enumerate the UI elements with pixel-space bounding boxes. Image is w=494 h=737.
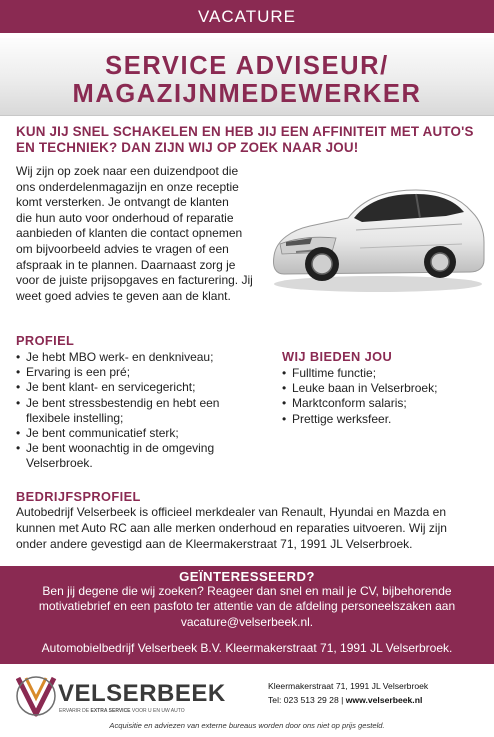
vacature-banner: VACATURE — [0, 0, 494, 33]
separator: | — [341, 695, 344, 705]
bieden-list — [282, 366, 482, 427]
logo-tagline-strong: EXTRA SERVICE — [90, 708, 131, 714]
contact-box — [0, 566, 494, 664]
list-item: • Je bent communicatief sterk; — [16, 426, 271, 441]
list-item: • Fulltime functie; — [282, 366, 482, 381]
bieden-heading: WIJ BIEDEN JOU — [282, 349, 393, 364]
intro-line: voor de juiste prijsopgaves en facturering. Jij — [16, 273, 253, 288]
list-item: • Je bent klant- en servicegericht; — [16, 380, 271, 395]
intro-line: Wij zijn op zoek naar een duizendpoot die — [16, 164, 239, 178]
intro-line: komt versterken. Je ontvangt de klanten — [16, 195, 229, 210]
profiel-list — [16, 350, 271, 472]
logo-tagline-pre: ERVARIR DE — [59, 708, 91, 714]
tel-number[interactable]: 023 513 29 28 — [283, 695, 339, 705]
list-item: • Je bent stressbestendig en hebt een flexibele instelling; — [16, 396, 236, 426]
contact-address: Automobielbedrijf Velserbeek B.V. Kleermakerstraat 71, 1991 JL Velserbroek. — [41, 641, 453, 655]
intro-line: om bijvoorbeeld advies te vragen of een — [16, 241, 229, 256]
contact-line: Ben jij degene die wij zoeken? Reageer dan snel en mail je CV, bijbehorende — [42, 584, 452, 598]
intro-line: aanbieden of klanten die contact opnemen — [16, 226, 243, 241]
intro-line: ons onderdelenmagazijn en onze receptie — [16, 179, 239, 194]
bedrijf-line: kunnen met Auto RC aan alle merken onderhoud en reparaties uitvoeren. Wij zijn — [16, 520, 447, 535]
logo-name: VELSERBEEK — [58, 680, 226, 707]
tel-label: Tel: — [268, 695, 282, 705]
contact-text — [0, 584, 494, 630]
list-item: • Ervaring is een pré; — [16, 365, 271, 380]
intro-line: die hun auto voor onderhoud of reparatie — [16, 210, 234, 225]
list-item: • Leuke baan in Velserbroek; — [282, 381, 482, 396]
job-title-line-2: MAGAZIJNMEDEWERKER — [72, 80, 422, 108]
intro-line: afspraak in te plannen. Daarnaast zorg je — [16, 257, 236, 272]
job-title — [0, 52, 494, 108]
footer-contact-line — [268, 693, 428, 707]
list-item: • Je hebt MBO werk- en denkniveau; — [16, 350, 271, 365]
list-item: • Prettige werksfeer. — [282, 412, 482, 427]
job-title-line-1: SERVICE ADVISEUR/ — [105, 52, 389, 80]
list-item: • Je bent woonachtig in de omgeving Velserbroek. — [16, 441, 231, 471]
bedrijfsprofiel-heading: BEDRIJFSPROFIEL — [16, 489, 141, 504]
bedrijf-line: Autobedrijf Velserbeek is officieel merkdealer van Renault, Hyundai en Mazda en — [16, 505, 447, 519]
intro-text — [16, 164, 266, 304]
bedrijfsprofiel-text — [16, 505, 484, 552]
headline: KUN JIJ SNEL SCHAKELEN EN HEB JIJ EEN AFFINITEIT MET AUTO'S EN TECHNIEK? DAN ZIJN WIJ OP ZOEK NAAR JOU! — [16, 124, 474, 155]
velserbeek-logo — [16, 674, 232, 718]
contact-line: motivatiebrief en een pasfoto ter attentie van de afdeling personeelszaken aan — [38, 599, 456, 614]
list-item: • Marktconform salaris; — [282, 396, 482, 411]
footer-address — [268, 679, 428, 707]
profiel-heading: PROFIEL — [16, 333, 75, 348]
website-link[interactable]: www.velserbeek.nl — [345, 695, 423, 705]
logo-tagline-post: VOOR U EN UW AUTO — [130, 708, 185, 714]
car-image — [266, 168, 488, 296]
footer-street: Kleermakerstraat 71, 1991 JL Velserbroek — [268, 681, 429, 691]
logo-tagline — [59, 708, 185, 714]
contact-email[interactable]: vacature@velserbeek.nl. — [180, 614, 314, 629]
contact-heading: GEÏNTERESSEERD? — [179, 569, 315, 584]
bedrijf-line: onder andere gevestigd aan de Kleermakerstraat 71, 1991 JL Velserbroek. — [16, 536, 413, 551]
intro-line: weet goed advies te geven aan de klant. — [16, 288, 231, 303]
footnote: Acquisitie en adviezen van externe bureaus worden door ons niet op prijs gesteld. — [109, 721, 385, 730]
